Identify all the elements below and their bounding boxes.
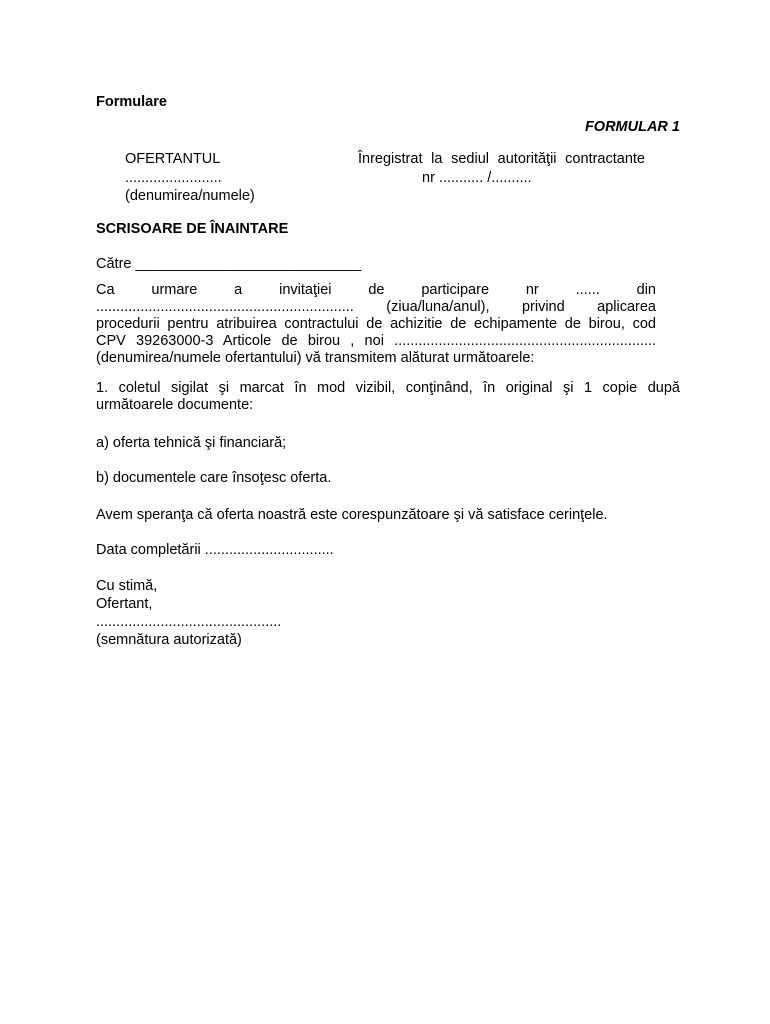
item-a: a) oferta tehnică şi financiară; [96, 435, 287, 451]
intro-line: (denumirea/numele ofertantului) vă transmitem alăturat următoarele: [96, 350, 535, 366]
registration-number: nr ........... /.......... [422, 170, 532, 186]
page-heading: Formulare [96, 94, 167, 110]
registration-label: Înregistrat la sediul autorităţii contractante [358, 151, 645, 167]
item-1-line: 1. coletul sigilat şi marcat în mod vizibil, conţinând, în original şi 1 copie după [96, 380, 680, 396]
recipient-underline: ____________________________ [135, 256, 362, 272]
signer-label: Ofertant, [96, 596, 153, 612]
completion-date: Data completării ................................ [96, 542, 334, 558]
bidder-dots: ........................ [125, 170, 222, 186]
letter-title: SCRISOARE DE ÎNAINTARE [96, 221, 289, 237]
intro-line: CPV 39263000-3 Articole de birou , noi ................................................................. [96, 333, 656, 349]
intro-line: ................................................................ (ziua/luna/anul), privind aplicarea [96, 299, 656, 315]
item-1-line: următoarele documente: [96, 397, 254, 413]
intro-line: Ca urmare a invitaţiei de participare nr ...... din [96, 282, 656, 298]
bidder-name-hint: (denumirea/numele) [125, 188, 255, 204]
signature-hint: (semnătura autorizată) [96, 632, 242, 648]
hope-sentence: Avem speranţa că oferta noastră este corespunzătoare şi vă satisface cerinţele. [96, 507, 608, 523]
item-1-paragraph [96, 380, 680, 414]
recipient-line [96, 256, 361, 273]
recipient-label: Către [96, 256, 132, 272]
form-number: FORMULAR 1 [584, 119, 680, 135]
item-b: b) documentele care însoţesc oferta. [96, 470, 332, 486]
closing-line: Cu stimă, [96, 578, 158, 594]
bidder-label: OFERTANTUL [125, 151, 221, 167]
intro-line: procedurii pentru atribuirea contractului de achizitie de echipamente de birou, cod [96, 316, 656, 332]
intro-paragraph [96, 282, 656, 367]
signature-dots: .............................................. [96, 614, 282, 630]
